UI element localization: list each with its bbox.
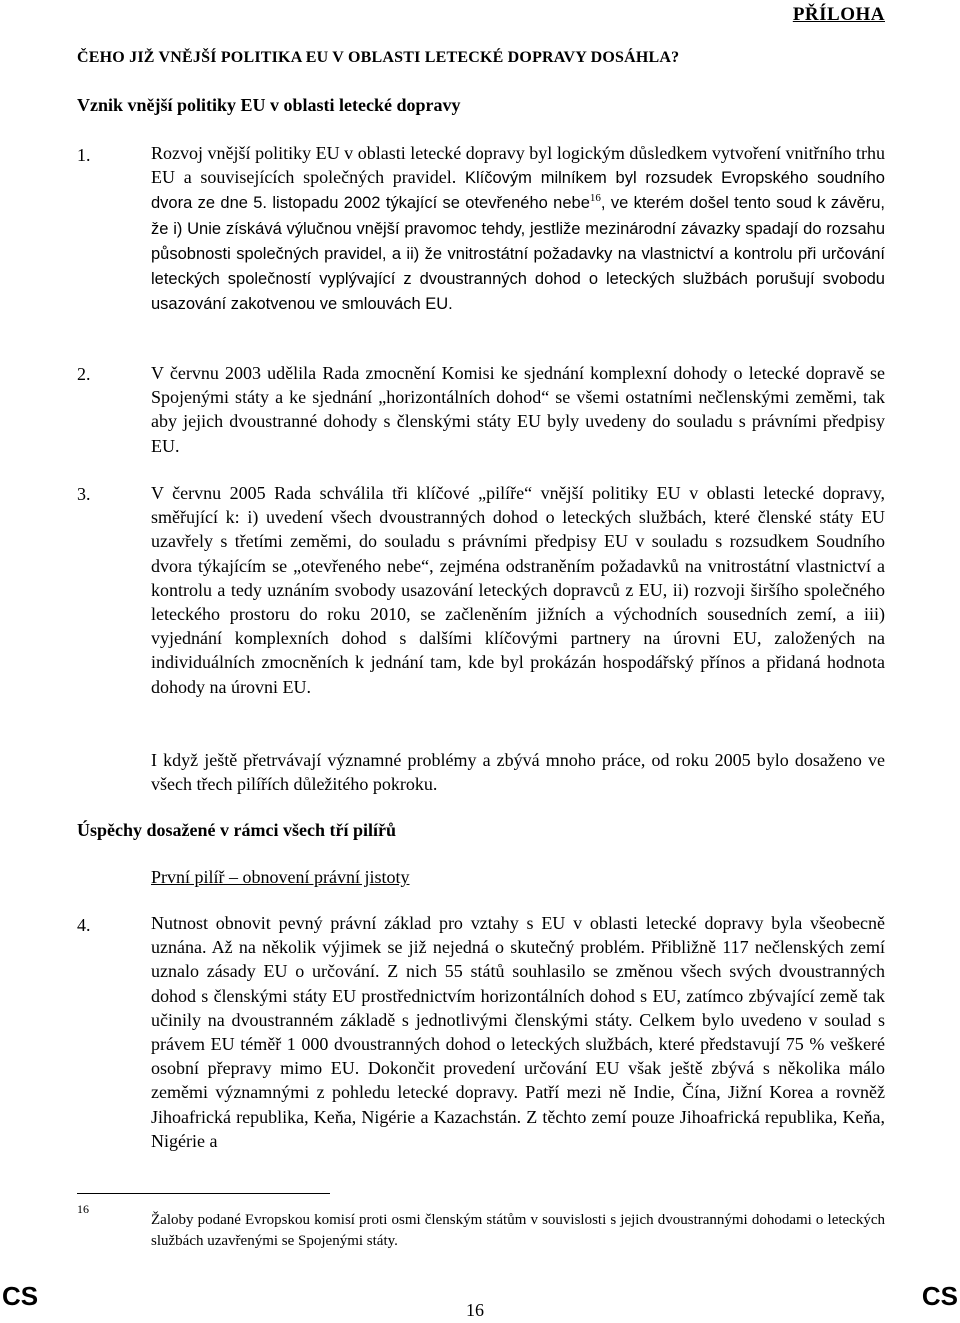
section-heading-origin: Vznik vnější politiky EU v oblasti letecké dopravy <box>77 95 461 115</box>
language-code-left: CS <box>2 1281 39 1311</box>
document-title: ČEHO JIŽ VNĚJŠÍ POLITIKA EU V OBLASTI LETECKÉ DOPRAVY DOSÁHLA? <box>77 49 680 66</box>
paragraph-number-2: 2. <box>77 364 91 384</box>
footnote-separator <box>77 1193 330 1194</box>
language-code-right: CS <box>921 1281 958 1311</box>
paragraph-1-text-b: Klíčovým milníkem byl rozsudek Evropského soudního dvora ze dne 5. <box>151 169 885 213</box>
annex-label: PŘÍLOHA <box>792 4 885 25</box>
subheading-first-pillar: První pilíř – obnovení právní jistoty <box>151 867 410 887</box>
footnote-text: Žaloby podané Evropskou komisí proti osmi členským státům v souvislosti s jejich dvoustrannými dohodami o leteckých službách uzavřenými se Spojenými státy. <box>151 1212 885 1249</box>
paragraph-3-continuation: I když ještě přetrvávají významné problémy a zbývá mnoho práce, od roku 2005 bylo dosaženo ve všech třech pilířích důležitého pokroku. <box>151 750 885 795</box>
paragraph-1-text-c: listopadu 2002 týkající se otevřeného nebe <box>272 194 590 213</box>
paragraph-3: V červnu 2005 Rada schválila tři klíčové „pilíře“ vnější politiky EU v oblasti letecké dopravy, směřující k: i) uvedení všech dvoustranných dohod o leteckých službách, které členské státy EU uzavřely s třetími zeměmi, do souladu s právními předpisy EU v souladu s rozsudkem Soudního dvora týkajícím se „otevřeného nebe“, zejména odstraněním požadavků na vnitrostátní vlastnictví a kontrolu a tedy uznáním svobody usazování leteckých dopravců z EU, ii) rozvoji širšího společného leteckého prostoru do roku 2010, se začleněním jižních a východních sousedních zemí, a iii) vyjednání komplexních dohod s dalšími klíčovými partnery na úrovni EU, založených na individuálních zmocněních k jednání tam, kde byl prokázán hospodářský přínos a přidaná hodnota dohody na úrovni EU. <box>151 483 885 697</box>
paragraph-1-text-a: Rozvoj vnější politiky EU v oblasti letecké dopravy byl logickým důsledkem vytvoření vnitřního trhu EU a souvisejících společných pravidel. <box>151 143 885 188</box>
paragraph-1-text-d: , ve kterém došel tento soud k závěru, že i) Unie získává výlučnou vnější pravomoc tehdy, jestliže mezinárodní závazky spadají do rozsahu působnosti společných pravidel, a ii) že vnitrostátní požadavky na vlastnictví a kontrolu při určování leteckých společností vyplývající z dvoustranných dohod o leteckých službách porušují svobodu usazování zakotvenou ve smlouvách EU. <box>151 194 886 314</box>
paragraph-2: V červnu 2003 udělila Rada zmocnění Komisi ke sjednání komplexní dohody o letecké dopravě se Spojenými státy a ke sjednání „horizontálních dohod“ se všemi ostatními nečlenskými zeměmi, tak aby jejich dvoustranné dohody s členskými státy EU byly uvedeny do souladu s právními předpisy EU. <box>151 363 885 456</box>
paragraph-4: Nutnost obnovit pevný právní základ pro vztahy s EU v oblasti letecké dopravy byla všeobecně uznána. Až na několik výjimek se již nejedná o skutečný problém. Přibližně 117 nečlenských zemí uznalo zásady EU o určování. Z nich 55 států souhlasilo se změnou všech svých dvoustranných dohod s členskými státy EU prostřednictvím horizontálních dohod s EU, zatímco zbývající země tak učinily na dvoustranném základě s jednotlivými členskými státy. Celkem bylo uvedeno v soulad s právem EU téměř 1 000 dvoustranných dohod o leteckých službách, které představují 75 % veškeré osobní přepravy mimo EU. Dokončit provedení určování EU však ještě zbývá s několika málo zeměmi významnými z pohledu letecké dopravy. Patří mezi ně Indie, Čína, Jižní Korea a rovněž Jihoafrická republika, Keňa, Nigérie a Kazachstán. Z těchto zemí pouze Jihoafrická republika, Keňa, Nigérie a <box>151 913 885 1151</box>
page-number: 16 <box>466 1300 484 1320</box>
paragraph-1 <box>151 141 885 316</box>
paragraph-number-4: 4. <box>77 915 91 935</box>
footnote-mark: 16 <box>77 1202 89 1216</box>
section-heading-achievements: Úspěchy dosažené v rámci všech tří pilířů <box>77 820 396 840</box>
paragraph-number-1: 1. <box>77 145 91 165</box>
paragraph-number-3: 3. <box>77 484 91 504</box>
footnote-reference: 16 <box>589 192 601 205</box>
